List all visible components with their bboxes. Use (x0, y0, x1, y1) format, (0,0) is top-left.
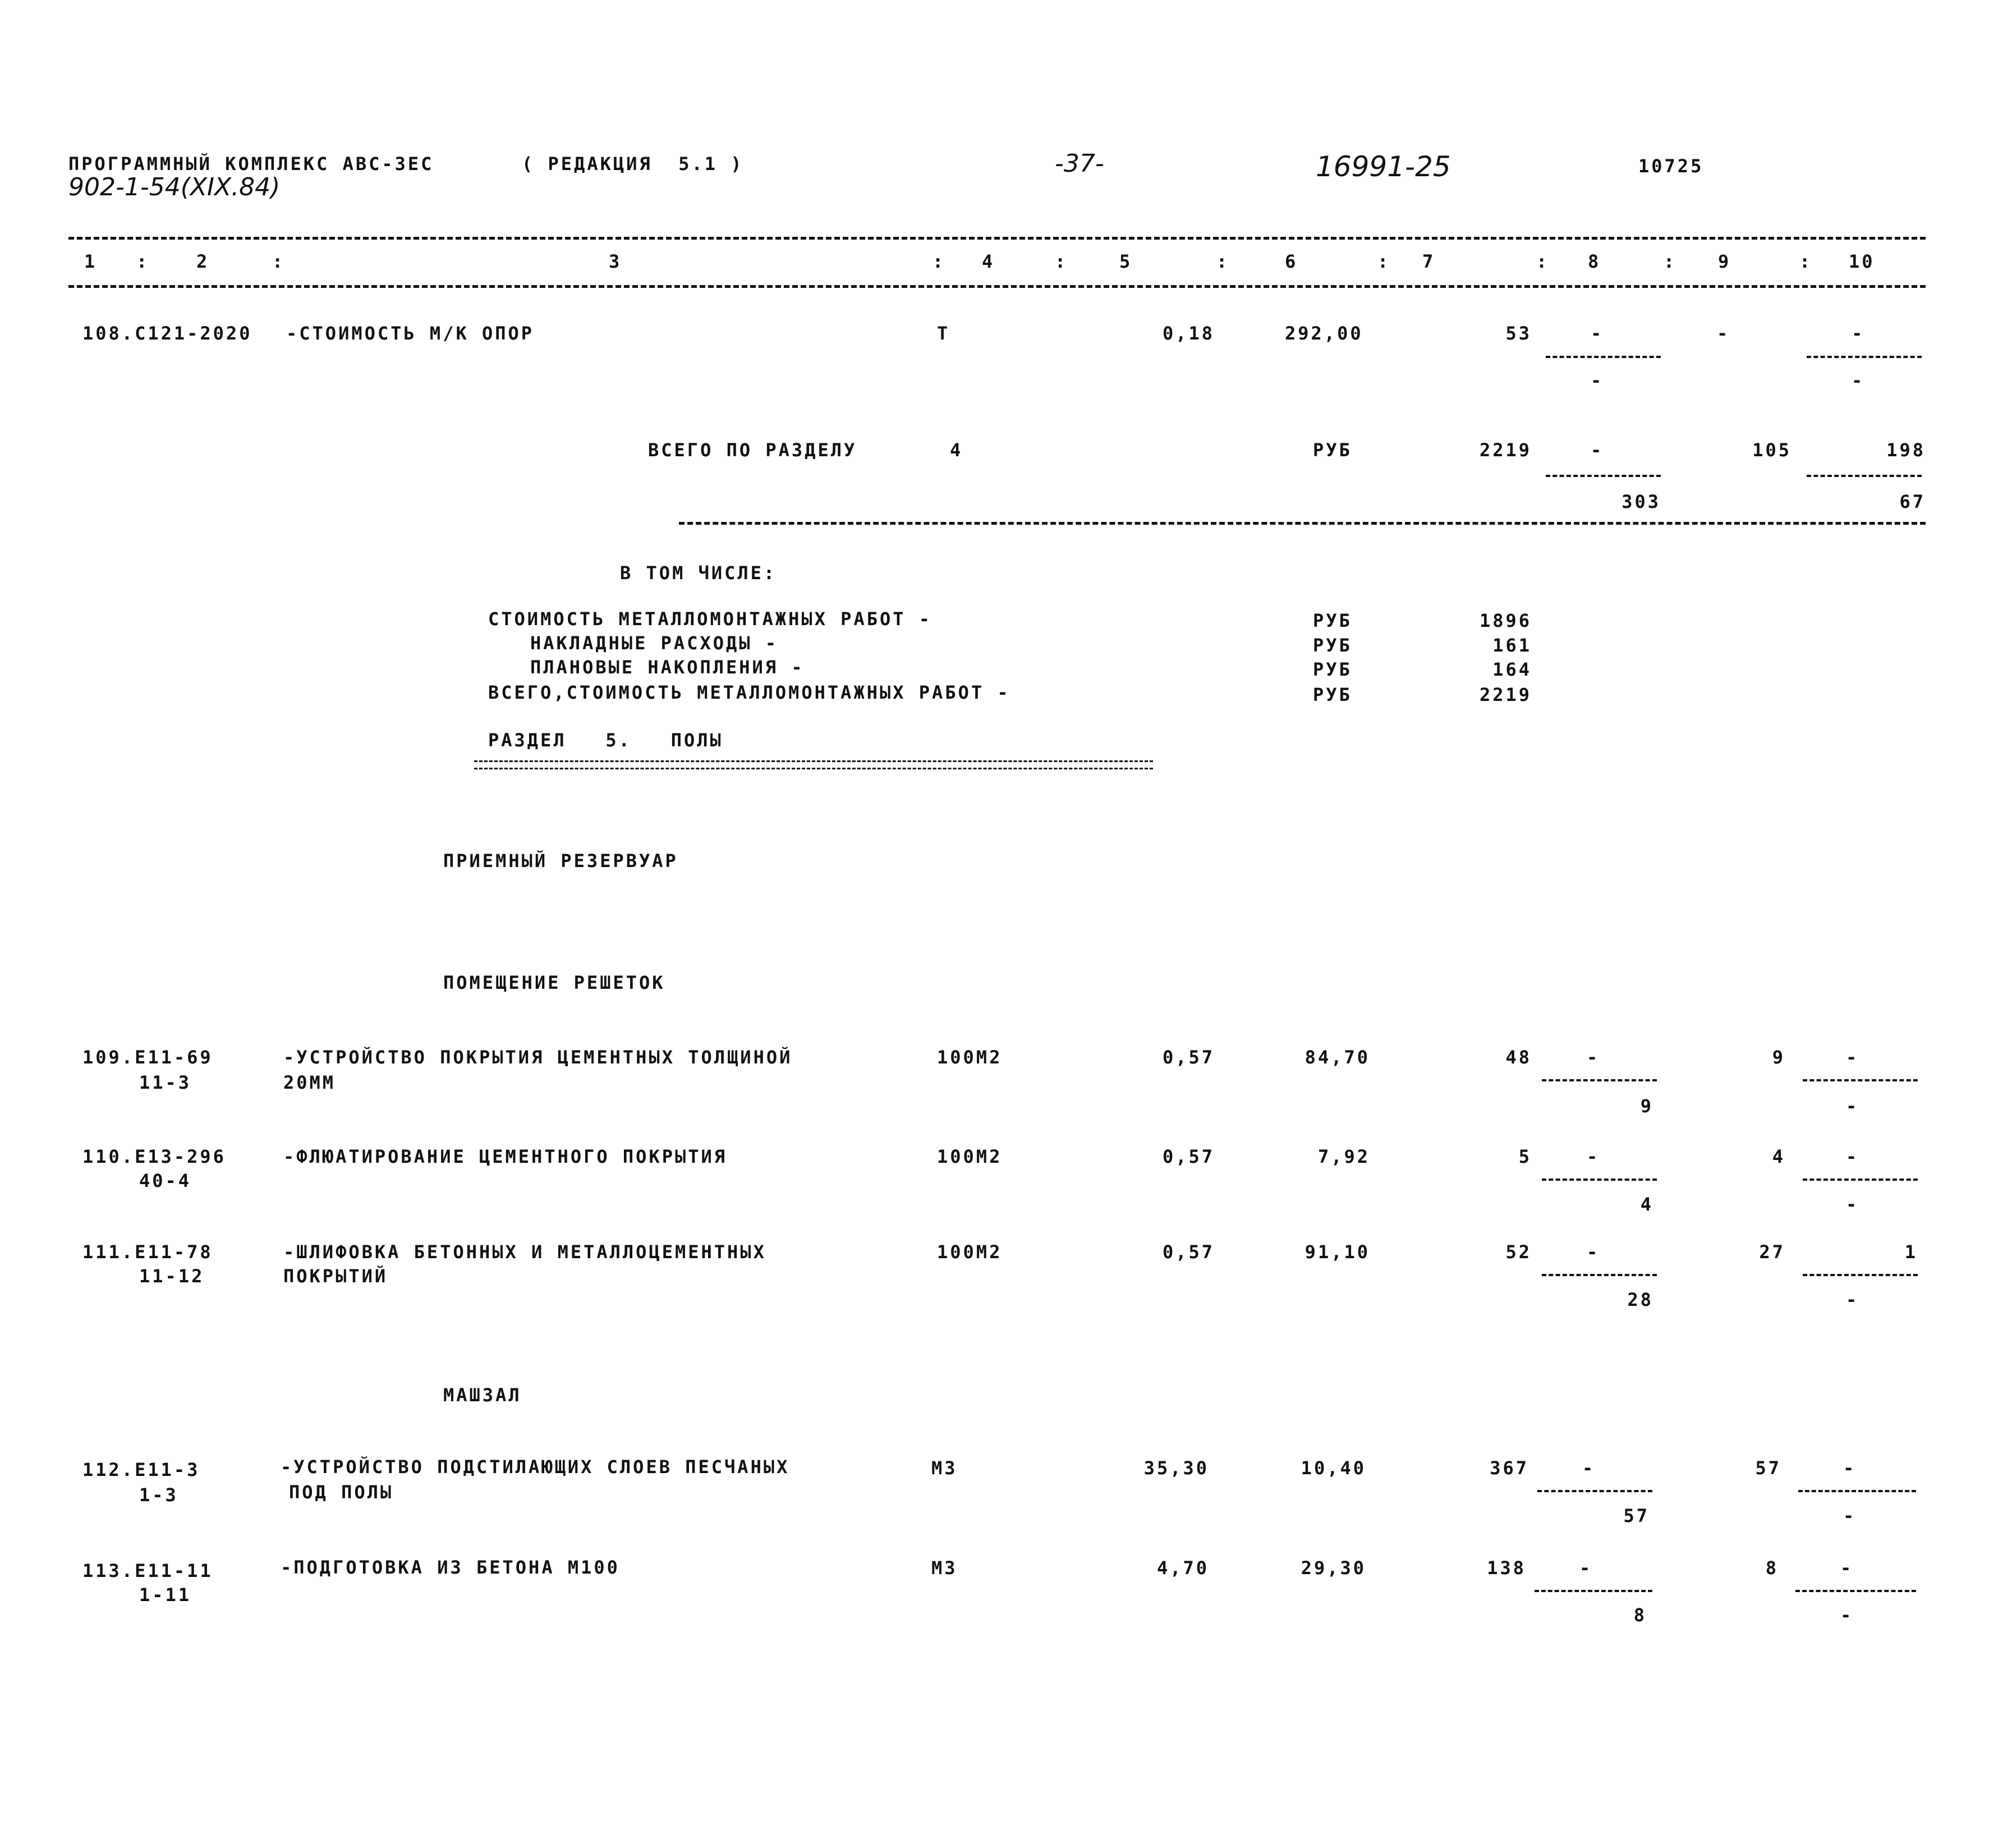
table-row-name: -УСТРОЙСТВО ПОДСТИЛАЮЩИХ СЛОЕВ ПЕСЧАНЫХ (281, 1456, 790, 1478)
row108-col8-bottom: - (1591, 370, 1604, 391)
including-line-label: СТОИМОСТЬ МЕТАЛЛОМОНТАЖНЫХ РАБОТ - (488, 608, 933, 630)
program-name: ПРОГРАММНЫЙ КОМПЛЕКС АВС-3ЕС (68, 153, 434, 175)
table-row-col10-bottom: - (1840, 1604, 1854, 1626)
table-row-col10-divider (1803, 1274, 1918, 1276)
document-code: 10725 (1638, 155, 1704, 177)
section-total-col10-divider (1807, 475, 1922, 477)
table-row-col8-divider (1542, 1178, 1657, 1181)
table-row-col8-top: - (1579, 1557, 1593, 1579)
table-row-col7: 138 (1487, 1557, 1526, 1579)
section-total-label: ВСЕГО ПО РАЗДЕЛУ (648, 439, 857, 461)
table-row-col10-bottom: - (1846, 1095, 1859, 1117)
including-title: В ТОМ ЧИСЛЕ: (620, 562, 777, 584)
column-separator: : (1377, 251, 1391, 272)
including-line-unit: РУБ (1313, 659, 1352, 680)
table-row-price: 10,40 (1301, 1457, 1366, 1479)
table-row-col10-divider (1798, 1490, 1916, 1492)
table-row-price: 91,10 (1304, 1241, 1370, 1263)
row108-col10-bottom: - (1852, 370, 1865, 391)
table-row-code: 1-11 (139, 1584, 192, 1606)
table-row-code: 1-3 (139, 1484, 178, 1506)
table-row-unit: М3 (931, 1457, 958, 1479)
column-separator: : (1664, 251, 1677, 272)
table-row-col9: 9 (1772, 1047, 1785, 1068)
project-number: 902-1-54(XIX.84) (68, 173, 281, 201)
section-total-col10-bottom: 67 (1899, 491, 1926, 512)
row108-col8-top: - (1591, 323, 1604, 344)
table-row-col7: 48 (1505, 1047, 1532, 1068)
table-row-col9: 8 (1765, 1557, 1779, 1579)
column-number: 2 (196, 251, 210, 272)
table-row-col9: 57 (1755, 1457, 1781, 1479)
table-row-col8-bottom: 9 (1640, 1095, 1653, 1117)
section-total-col7: 2219 (1479, 439, 1532, 461)
column-number: 5 (1119, 251, 1133, 272)
table-header-rule (68, 285, 1926, 288)
including-line-label: ПЛАНОВЫЕ НАКОПЛЕНИЯ - (530, 657, 805, 678)
table-row-code: 11-12 (139, 1265, 205, 1287)
row108-qty: 0,18 (1162, 323, 1215, 344)
including-line-unit: РУБ (1313, 635, 1352, 656)
column-separator: : (1799, 251, 1813, 272)
table-row-col10-top: - (1840, 1557, 1854, 1579)
column-separator: : (272, 251, 286, 272)
subsection-machine-hall: МАШЗАЛ (443, 1384, 522, 1406)
table-row-id: 112.Е11-3 (82, 1459, 200, 1480)
including-line-value: 2219 (1479, 684, 1532, 705)
table-row-col8-top: - (1587, 1047, 1600, 1068)
table-row-col7: 5 (1518, 1146, 1532, 1167)
table-row-col10-bottom: - (1846, 1289, 1859, 1310)
table-row-qty: 4,70 (1156, 1557, 1209, 1579)
column-separator: : (136, 251, 150, 272)
table-row-unit: М3 (931, 1557, 958, 1579)
section5-underline (474, 760, 1153, 769)
including-line-label: НАКЛАДНЫЕ РАСХОДЫ - (530, 632, 779, 654)
row108-unit: Т (937, 323, 950, 344)
table-row-col7: 52 (1505, 1241, 1532, 1263)
table-row-unit: 100М2 (937, 1146, 1003, 1167)
table-row-name-cont: ПОД ПОЛЫ (289, 1482, 394, 1503)
table-top-rule (68, 237, 1926, 240)
table-row-col7: 367 (1490, 1457, 1529, 1479)
table-row-col8-bottom: 28 (1627, 1289, 1653, 1310)
section-total-col8-bottom: 303 (1621, 491, 1661, 512)
table-row-name: -УСТРОЙСТВО ПОКРЫТИЯ ЦЕМЕНТНЫХ ТОЛЩИНОЙ (283, 1047, 793, 1068)
table-row-col8-divider (1542, 1274, 1657, 1276)
table-row-col9: 4 (1772, 1146, 1785, 1167)
column-separator: : (1536, 251, 1550, 272)
table-row-col10-top: - (1843, 1457, 1857, 1479)
table-row-col10-bottom: - (1846, 1194, 1859, 1215)
table-row-col8-top: - (1587, 1146, 1600, 1167)
table-row-qty: 35,30 (1143, 1457, 1209, 1479)
table-row-col10-divider (1803, 1079, 1918, 1081)
column-number: 8 (1588, 251, 1601, 272)
document-number: 16991-25 (1316, 150, 1451, 183)
column-separator: : (1216, 251, 1230, 272)
table-row-unit: 100М2 (937, 1241, 1003, 1263)
table-row-name-cont: ПОКРЫТИЙ (283, 1265, 388, 1287)
row108-col9: - (1717, 323, 1730, 344)
table-row-col10-divider (1803, 1178, 1918, 1181)
subsection-reservoir: ПРИЕМНЫЙ РЕЗЕРВУАР (443, 850, 678, 872)
table-row-unit: 100М2 (937, 1047, 1003, 1068)
row108-id: 108.С121-2020 (82, 323, 252, 344)
table-row-id: 111.Е11-78 (82, 1241, 213, 1263)
program-edition: ( РЕДАКЦИЯ 5.1 ) (522, 153, 744, 175)
table-row-price: 84,70 (1304, 1047, 1370, 1068)
table-row-col8-bottom: 8 (1633, 1604, 1647, 1626)
table-row-qty: 0,57 (1162, 1241, 1215, 1263)
including-line-unit: РУБ (1313, 684, 1352, 705)
table-row-col10-top: - (1846, 1146, 1859, 1167)
row108-price: 292,00 (1285, 323, 1363, 344)
column-number: 9 (1718, 251, 1731, 272)
table-row-col8-top: - (1587, 1241, 1600, 1263)
table-row-code: 11-3 (139, 1072, 192, 1093)
section-total-col9: 105 (1752, 439, 1792, 461)
table-row-price: 29,30 (1301, 1557, 1366, 1579)
table-row-code: 40-4 (139, 1170, 192, 1191)
table-row-col8-top: - (1582, 1457, 1596, 1479)
including-line-value: 1896 (1479, 610, 1532, 631)
table-row-id: 110.Е13-296 (82, 1146, 226, 1167)
subsection-grates-room: ПОМЕЩЕНИЕ РЕШЕТОК (443, 972, 665, 993)
table-row-id: 113.Е11-11 (82, 1560, 213, 1581)
column-number: 4 (982, 251, 995, 272)
column-separator: : (1055, 251, 1068, 272)
table-row-id: 109.Е11-69 (82, 1047, 213, 1068)
row108-name: -СТОИМОСТЬ М/К ОПОР (286, 323, 535, 344)
including-line-value: 164 (1492, 659, 1532, 680)
column-number: 3 (609, 251, 622, 272)
including-line-unit: РУБ (1313, 610, 1352, 631)
section-total-unit: РУБ (1313, 439, 1352, 461)
including-line-value: 161 (1492, 635, 1532, 656)
section-total-col8-divider (1546, 475, 1661, 477)
table-row-col9: 27 (1759, 1241, 1785, 1263)
table-row-qty: 0,57 (1162, 1146, 1215, 1167)
table-row-name: -ШЛИФОВКА БЕТОННЫХ И МЕТАЛЛОЦЕМЕНТНЫХ (283, 1241, 766, 1263)
table-row-qty: 0,57 (1162, 1047, 1215, 1068)
table-row-col10-divider (1795, 1590, 1916, 1592)
table-row-name: -ПОДГОТОВКА ИЗ БЕТОНА М100 (281, 1557, 620, 1578)
section5-title: РАЗДЕЛ 5. ПОЛЫ (488, 730, 723, 751)
column-number: 7 (1422, 251, 1436, 272)
section-total-number: 4 (950, 439, 963, 461)
table-row-name: -ФЛЮАТИРОВАНИЕ ЦЕМЕНТНОГО ПОКРЫТИЯ (283, 1146, 728, 1167)
column-number: 6 (1285, 251, 1298, 272)
table-row-col8-bottom: 4 (1640, 1194, 1653, 1215)
table-row-col10-top: - (1846, 1047, 1859, 1068)
column-number: 10 (1849, 251, 1875, 272)
row108-col8-divider (1546, 356, 1661, 358)
row108-col10-top: - (1852, 323, 1865, 344)
including-line-label: ВСЕГО,СТОИМОСТЬ МЕТАЛЛОМОНТАЖНЫХ РАБОТ - (488, 682, 1010, 703)
row108-col10-divider (1807, 356, 1922, 358)
page-number: -37- (1055, 149, 1104, 178)
table-row-col8-divider (1537, 1490, 1652, 1492)
section-total-rule (679, 522, 1926, 525)
section-total-col8-top: - (1591, 439, 1604, 461)
table-row-col8-bottom: 57 (1623, 1505, 1650, 1526)
table-row-col8-divider (1542, 1079, 1657, 1081)
table-row-col8-divider (1535, 1590, 1652, 1592)
column-separator: : (933, 251, 946, 272)
table-row-name-cont: 20ММ (283, 1072, 336, 1093)
table-row-col10-bottom: - (1843, 1505, 1857, 1526)
section-total-col10-top: 198 (1886, 439, 1926, 461)
column-number: 1 (84, 251, 98, 272)
table-row-price: 7,92 (1317, 1146, 1370, 1167)
table-row-col10-top: 1 (1904, 1241, 1918, 1263)
row108-col7: 53 (1505, 323, 1532, 344)
